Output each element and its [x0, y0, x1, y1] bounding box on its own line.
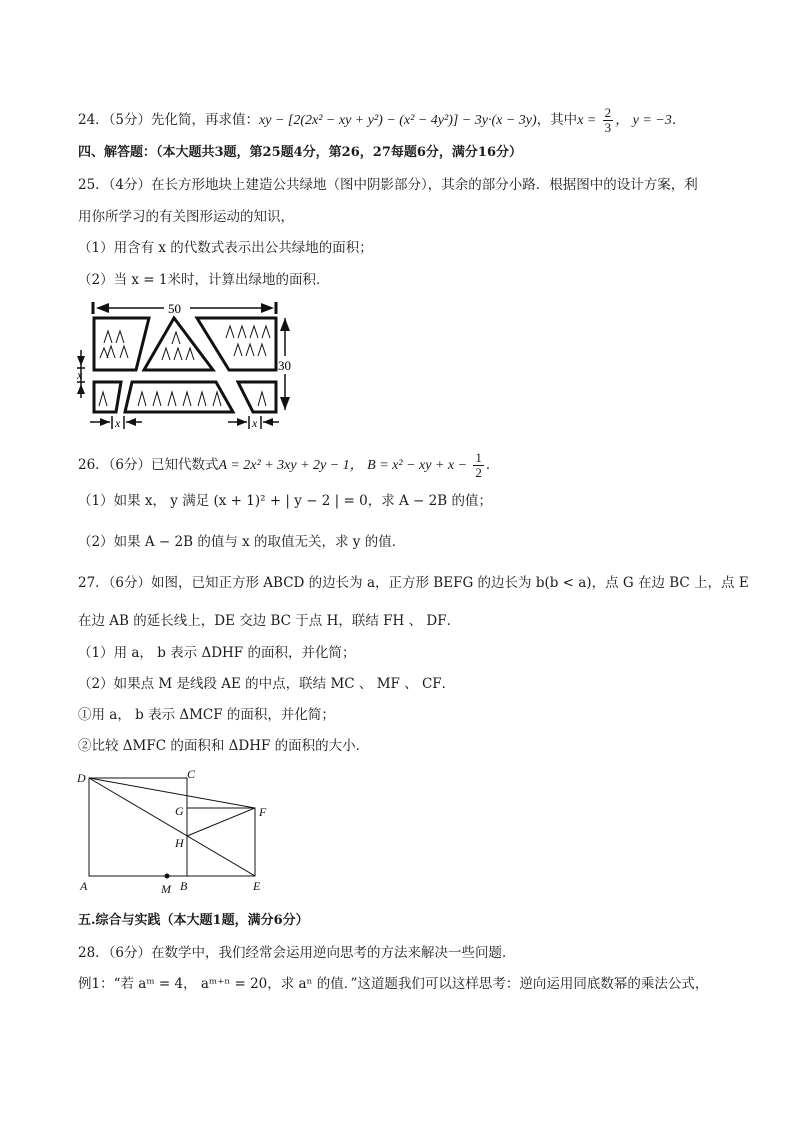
q24-x-eq: x = [577, 113, 597, 128]
bottom-left-x-label: x [115, 416, 121, 430]
label-e: E [253, 879, 261, 893]
region-bottom-middle [125, 382, 233, 412]
q27-line2: 在边 AB 的延长线上，DE 交边 BC 于点 H，联结 FH 、 DF． [78, 613, 461, 629]
q24-frac-den: 3 [604, 120, 612, 135]
region-bottom-right [238, 382, 276, 412]
width-label: 50 [168, 301, 181, 316]
q26-part1: （1）如果 x， y 满足 (x + 1)² + | y − 2 | = 0，求 A − 2B 的值； [78, 493, 492, 509]
q27-figure [74, 766, 274, 896]
q25-part1: （1）用含有 x 的代数式表示出公共绿地的面积； [78, 240, 373, 256]
q24-expression: xy − [2(2x² − xy + y²) − (x² − 4y²)] − 3y·(x − 3y) [259, 113, 537, 128]
q27-line1: 27．（6分）如图，已知正方形 ABCD 的边长为 a，正方形 BEFG 的边长为 b(b < a)，点 G 在边 BC 上，点 E [78, 575, 749, 591]
q26-line [78, 451, 499, 480]
q27-subpart2: ②比较 ΔMFC 的面积和 ΔDHF 的面积的大小． [78, 738, 370, 754]
q27-part1: （1）用 a， b 表示 ΔDHF 的面积，并化简； [78, 645, 356, 661]
label-d: D [77, 771, 86, 785]
q24-fraction [603, 106, 614, 135]
section-5-heading: 五.综合与实践（本大题1题，满分6分） [78, 913, 309, 928]
q27-part2: （2）如果点 M 是线段 AE 的中点，联结 MC 、 MF 、 CF． [78, 676, 456, 692]
q24-line [78, 106, 686, 135]
q26-frac-num: 1 [475, 450, 482, 465]
q25-part2: （2）当 x = 1米时，计算出绿地的面积． [78, 272, 330, 288]
q24-prefix: 24．（5分）先化简，再求值： [78, 112, 260, 128]
q25-figure [76, 298, 306, 433]
segment-hf [187, 808, 255, 836]
q28-line1: 28．（6分）在数学中，我们经常会运用逆向思考的方法来解决一些问题． [78, 945, 516, 961]
q28-line2: 例1：“若 aᵐ = 4， aᵐ⁺ⁿ = 20，求 aⁿ 的值．”这道题我们可以这样思考：逆向运用同底数幂的乘法公式， [78, 976, 709, 992]
label-c: C [187, 767, 196, 781]
height-label: 30 [278, 358, 291, 373]
region-top-left [94, 318, 149, 370]
label-f: F [259, 805, 267, 819]
height-dimension [276, 318, 296, 410]
left-x-label: x [77, 368, 83, 382]
section-4-heading: 四、解答题：（本大题共3题，第25题4分，第26，27每题6分，满分16分） [78, 145, 522, 160]
q27-subpart1: ①用 a， b 表示 ΔMCF 的面积，并化简； [78, 707, 335, 723]
label-h: H [175, 836, 184, 850]
q24-frac-num: 2 [604, 105, 612, 120]
left-x-dimension [76, 350, 85, 398]
bottom-x-dimension-right [228, 416, 279, 430]
label-a: A [80, 879, 88, 893]
q24-mid: ，其中 [536, 112, 578, 128]
bottom-x-dimension-left [90, 416, 142, 430]
q26-fraction [473, 451, 484, 480]
q25-line1: 25．（4分）在长方形地块上建造公共绿地（图中阴影部分），其余的部分小路．根据图中的设计方案，利 [78, 177, 698, 193]
q24-y-eq: ， y = −3． [615, 113, 686, 128]
q25-line2: 用你所学习的有关图形运动的知识， [78, 209, 294, 225]
q26-suffix: ． [485, 457, 500, 473]
width-dimension [93, 300, 276, 316]
label-b: B [180, 879, 188, 893]
point-m [165, 874, 170, 879]
region-bottom-left [94, 382, 121, 412]
q26-frac-den: 2 [475, 465, 482, 480]
label-g: G [175, 804, 184, 818]
label-m: M [161, 882, 171, 896]
q26-expression: A = 2x² + 3xy + 2y − 1， B = x² − xy + x − [218, 458, 468, 473]
bottom-right-x-label: x [252, 416, 258, 430]
q26-part2: （2）如果 A − 2B 的值与 x 的取值无关，求 y 的值． [78, 534, 406, 550]
q26-prefix: 26．（6分）已知代数式 [78, 457, 219, 473]
